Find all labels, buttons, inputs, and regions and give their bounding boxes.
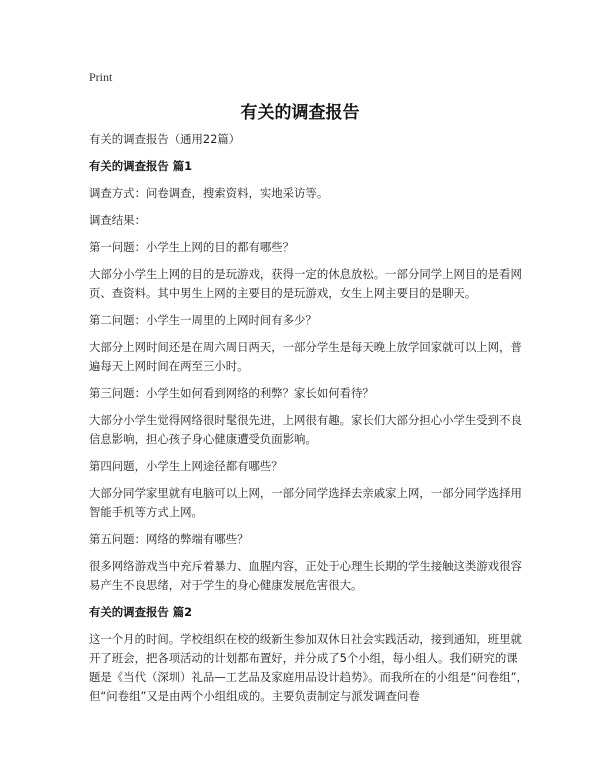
results-label: 调查结果： — [89, 213, 146, 227]
survey-method: 调查方式：问卷调查，搜索资料，实地采访等。 — [89, 186, 329, 200]
question-1: 第一问题：小学生上网的目的都有哪些？ — [89, 240, 295, 254]
answer-5: 很多网络游戏当中充斥着暴力、血腥内容，正处于心理生长期的学生接触这类游戏很容易产生不良思绪，对于学生的身心健康发展危害很大。 — [89, 559, 522, 592]
section-1-heading: 有关的调查报告 篇1 — [89, 159, 193, 173]
document-body — [89, 130, 529, 714]
question-3: 第三问题：小学生如何看到网络的利弊？家长如何看待？ — [89, 386, 374, 400]
subtitle: 有关的调查报告（通用22篇） — [89, 132, 241, 146]
answer-4: 大部分同学家里就有电脑可以上网，一部分同学选择去亲戚家上网，一部分同学选择用智能手机等方式上网。 — [89, 486, 522, 519]
section-2-paragraph: 这一个月的时间。学校组织在校的级新生参加双休日社会实践活动，接到通知，班里就开了班会，把各项活动的计划都布置好，并分成了5个小组，每小组人。我们研究的课题是《当代（深圳）礼品—工艺品及家庭用品设计趋势》。而我所在的小组是“问卷组”，但“问卷组”又是由两个小组组成的。主要负责制定与派发调查问卷 — [89, 632, 528, 703]
question-4: 第四问题，小学生上网途径都有哪些？ — [89, 459, 283, 473]
section-2-heading: 有关的调查报告 篇2 — [89, 605, 193, 619]
document-title: 有关的调查报告 — [240, 103, 360, 123]
question-5: 第五问题：网络的弊端有哪些？ — [89, 532, 249, 546]
question-2: 第二问题：小学生一周里的上网时间有多少？ — [89, 313, 317, 327]
answer-3: 大部分小学生觉得网络很时髦很先进，上网很有趣。家长们大部分担心小学生受到不良信息影响，担心孩子身心健康遭受负面影响。 — [89, 413, 522, 446]
answer-1: 大部分小学生上网的目的是玩游戏，获得一定的休息放松。一部分同学上网目的是看网页、查资料。其中男生上网的主要目的是玩游戏，女生上网主要目的是聊天。 — [89, 267, 522, 300]
answer-2: 大部分上网时间还是在周六周日两天，一部分学生是每天晚上放学回家就可以上网，普遍每天上网时间在两至三小时。 — [89, 340, 522, 373]
print-label[interactable]: Print — [89, 70, 113, 84]
